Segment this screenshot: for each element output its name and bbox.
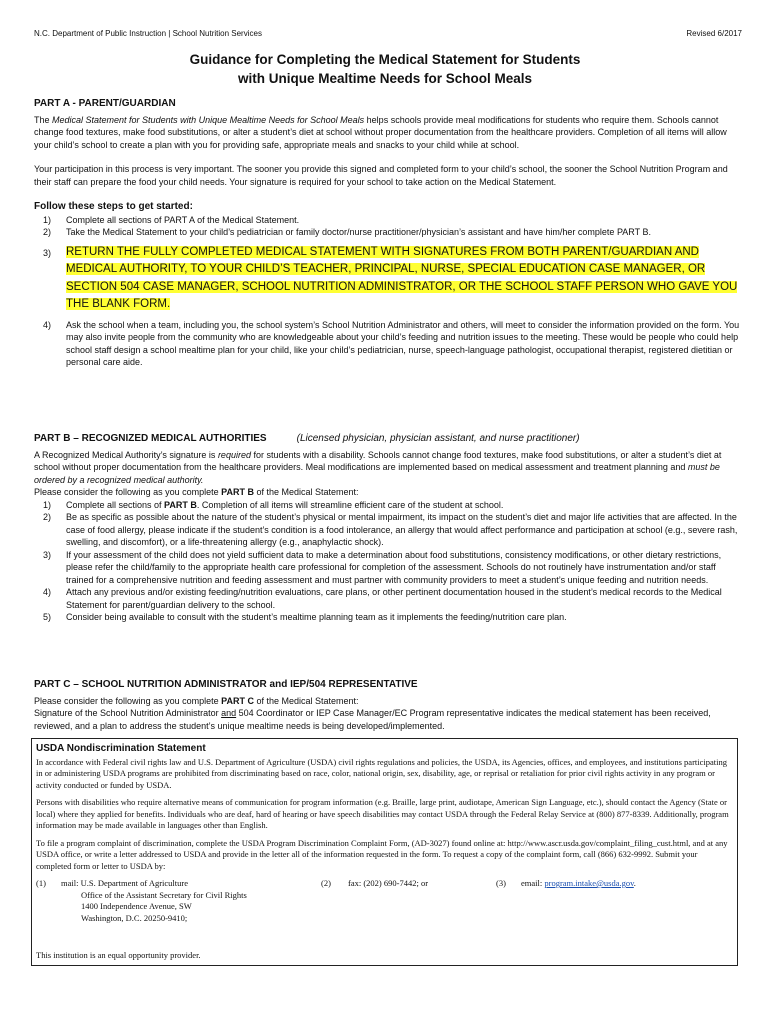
- text-run: and: [221, 708, 237, 718]
- text-run: PART B: [221, 487, 254, 497]
- mail-line: 1400 Independence Avenue, SW: [81, 901, 192, 911]
- text-run: 504 Coordinator or IEP Case Manager/EC Program representative indicates the medical statement has been received, reviewed, and a plan to address the student’s unique mealtime needs is being developed/implemented.: [34, 708, 711, 731]
- part-a-section: [34, 98, 742, 369]
- part-b-paragraph-2: [34, 486, 742, 499]
- item-text: Be as specific as possible about the nature of the student’s physical or mental impairment, its impact on the student’s diet and major life activities that are affected. In the case of food allergy, please indicate if the student’s condition is a food intolerance, an allergy that would affect performance and participation at school (e.g., severe rash, swelling, and discomfort), or a life-threatening allergy (e.g., anaphylactic shock).: [66, 512, 738, 547]
- text-run: A Recognized Medical Authority’s signature is: [34, 449, 218, 460]
- title-line-1: Guidance for Completing the Medical Statement for Students: [189, 52, 581, 67]
- document-title: [0, 50, 770, 88]
- part-b-heading-row: [34, 432, 742, 446]
- item-text: PART B: [164, 499, 197, 510]
- text-run: Signature of the School Nutrition Administrator: [34, 708, 222, 718]
- list-item: [34, 611, 742, 624]
- part-b-heading-note: (Licensed physician, physician assistant, and nurse practitioner): [296, 433, 580, 444]
- part-c-paragraph-2: [34, 707, 742, 732]
- equal-opportunity-statement: This institution is an equal opportunity provider.: [36, 949, 201, 960]
- option-1-number: (1): [36, 878, 46, 888]
- usda-paragraph-3: To file a program complaint of discrimination, complete the USDA Program Discrimination Complaint Form, (AD-3027) found online at: http://www.ascr.usda.gov/complaint_filing_cust.html, and at any USDA office, or write a letter addressed to USDA and provide in the letter all of the information requested in the form. To request a copy of the complaint form, call (866) 632-9992. Submit your completed form or letter to USDA by:: [36, 837, 728, 871]
- step-number: 1): [43, 214, 52, 225]
- part-b-items: [34, 499, 742, 624]
- item-number: 3): [43, 549, 52, 560]
- list-item: [34, 549, 742, 587]
- mail-line: Washington, D.C. 20250-9410;: [81, 912, 188, 923]
- part-b-heading: PART B – RECOGNIZED MEDICAL AUTHORITIES: [34, 433, 267, 444]
- list-item: [34, 226, 742, 239]
- text-run: Please consider the following as you complete: [34, 487, 222, 497]
- usda-statement-box: [31, 738, 738, 966]
- text-run: required: [217, 449, 251, 460]
- title-line-2: with Unique Mealtime Needs for School Meals: [237, 71, 533, 86]
- text-run: must be ordered by a recognized medical authority.: [34, 462, 720, 485]
- list-item: [34, 244, 742, 314]
- email-label: email:: [521, 878, 545, 888]
- part-c-section: [34, 679, 742, 732]
- step-number: 2): [43, 227, 52, 237]
- highlighted-step-text: RETURN THE FULLY COMPLETED MEDICAL STATEMENT WITH SIGNATURES FROM BOTH PARENT/GUARDIAN AND MEDICAL AUTHORITY, TO YOUR CHILD’S TEACHER, PRINCIPAL, NURSE, SPECIAL EDUCATION CASE MANAGER, OR SECTION 504 CASE MANAGER, SCHOOL NUTRITION ADMINISTRATOR, OR THE SCHOOL STAFF PERSON WHO GAVE YOU THE BLANK FORM.: [66, 245, 738, 310]
- step-text: Take the Medical Statement to your child’s pediatrician or family doctor/nurse practitioner/physician’s assistant and have him/her complete PART B.: [66, 227, 651, 237]
- item-number: 2): [43, 512, 52, 522]
- part-a-paragraph-1: [34, 114, 742, 152]
- item-text: . Completion of all items will streamline efficient care of the student at school.: [196, 499, 504, 510]
- item-text: Consider being available to consult with the student’s mealtime planning team as it implements the feeding/nutrition care plan.: [66, 612, 567, 622]
- option-3-number: (3): [496, 878, 506, 888]
- text-run: Please consider the following as you complete: [34, 695, 222, 706]
- text-run: of the Medical Statement:: [253, 487, 359, 497]
- step-number: 4): [43, 319, 52, 330]
- step-number: 3): [43, 247, 52, 258]
- list-item: [34, 586, 742, 611]
- steps-heading: Follow these steps to get started:: [34, 201, 193, 212]
- mail-line: Office of the Assistant Secretary for Civil Rights: [81, 889, 247, 900]
- part-b-section: [34, 432, 742, 624]
- usda-heading: USDA Nondiscrimination Statement: [36, 743, 206, 754]
- part-a-p1-rest: helps schools provide meal modifications for students who require them. Schools cannot change food textures, make food substitutions, or alter a student’s diet at school without proper documentation from the healthcare providers. Completion of all items will allow your child’s school to create a plan with you for providing safe, appropriate meals and snacks to your child while at school.: [34, 114, 727, 150]
- mail-line: mail: U.S. Department of Agriculture: [61, 878, 188, 888]
- option-2-number: (2): [321, 878, 331, 888]
- option-1-mail: [61, 878, 247, 924]
- part-b-paragraph-1: [34, 449, 742, 487]
- part-a-paragraph-2: Your participation in this process is very important. The sooner you provide this signed and completed form to your child’s school, the sooner the School Nutrition Program and their staff can prepare the food your child needs. Your signature is required for your school to take action on the Medical Statement.: [34, 164, 728, 187]
- usda-paragraph-1: In accordance with Federal civil rights law and U.S. Department of Agriculture (USDA) civil rights regulations and policies, the USDA, its Agencies, offices, and employees, and institutions participating in or administering USDA programs are prohibited from discriminating based on race, color, national origin, sex, disability, age, or reprisal or retaliation for prior civil rights activity in any program or activity conducted or funded by USDA.: [36, 756, 728, 790]
- header-revision: Revised 6/2017: [686, 29, 742, 38]
- part-a-heading: PART A - PARENT/GUARDIAN: [34, 98, 176, 109]
- text-run: of the Medical Statement:: [253, 695, 359, 706]
- list-item: [34, 511, 742, 549]
- item-text: Attach any previous and/or existing feeding/nutrition evaluations, care plans, or other pertinent documentation housed in the student’s medical records to the Medical Statement for parent/guardian delivery to the school.: [66, 587, 722, 610]
- part-a-steps: [34, 214, 742, 369]
- part-c-heading: PART C – SCHOOL NUTRITION ADMINISTRATOR and IEP/504 REPRESENTATIVE: [34, 679, 418, 690]
- option-3-email: [521, 878, 636, 890]
- part-a-form-name: Medical Statement for Students with Unique Mealtime Needs for School Meals: [52, 114, 365, 125]
- step-text: Ask the school when a team, including you, the school system’s School Nutrition Administrator and others, will meet to consider the information provided on the form. You may also invite people from the community who are knowledgeable about your child’s feeding and nutrition issues to the meeting. These would be people who could help school staff design a school mealtime plan for your child, like your child’s pediatrician, nurse, speech-language pathologist, occupational therapist, registered dietitian or personal care aide.: [66, 319, 740, 367]
- part-a-p1-lead: The: [34, 114, 53, 125]
- header-agency: N.C. Department of Public Instruction | School Nutrition Services: [34, 29, 262, 38]
- email-end: .: [633, 878, 636, 888]
- text-run: for students with a disability. Schools cannot change food textures, make food substitutions, or alter a student’s diet at school without proper documentation from the healthcare providers. Meal modifications are implemented based on medical assessment and treatment planning and: [34, 449, 722, 472]
- item-text: Complete all sections of: [66, 499, 165, 510]
- usda-paragraph-2: Persons with disabilities who require alternative means of communication for program information (e.g. Braille, large print, audiotape, American Sign Language, etc.), should contact the Agency (State or local) where they applied for benefits. Individuals who are deaf, hard of hearing or have speech disabilities may contact USDA through the Federal Relay Service at (800) 877-8339. Additionally, program information may be made available in languages other than English.: [36, 797, 729, 830]
- list-item: [34, 499, 742, 512]
- email-link[interactable]: program.intake@usda.gov: [544, 878, 634, 888]
- text-run: PART C: [221, 695, 254, 706]
- item-number: 1): [43, 499, 52, 510]
- page-header: [34, 29, 742, 38]
- item-number: 5): [43, 612, 52, 622]
- usda-contact-options: [36, 878, 733, 936]
- list-item: [34, 319, 742, 369]
- option-2-fax: fax: (202) 690-7442; or: [348, 878, 429, 888]
- item-text: If your assessment of the child does not yield sufficient data to make a determination about food substitutions, consistency modifications, or other dietary restrictions, please refer the child/family to the appropriate health care professional for completion of the assessment. Schools do not routinely have instrumentation and/or staff trained for a comprehensive nutrition and feeding assessment and must partner with community providers to meet a student’s unique feeding and nutrition needs.: [66, 549, 722, 585]
- list-item: [34, 214, 742, 227]
- part-c-paragraph-1: [34, 695, 742, 708]
- step-text: Complete all sections of PART A of the Medical Statement.: [66, 214, 300, 225]
- item-number: 4): [43, 587, 52, 597]
